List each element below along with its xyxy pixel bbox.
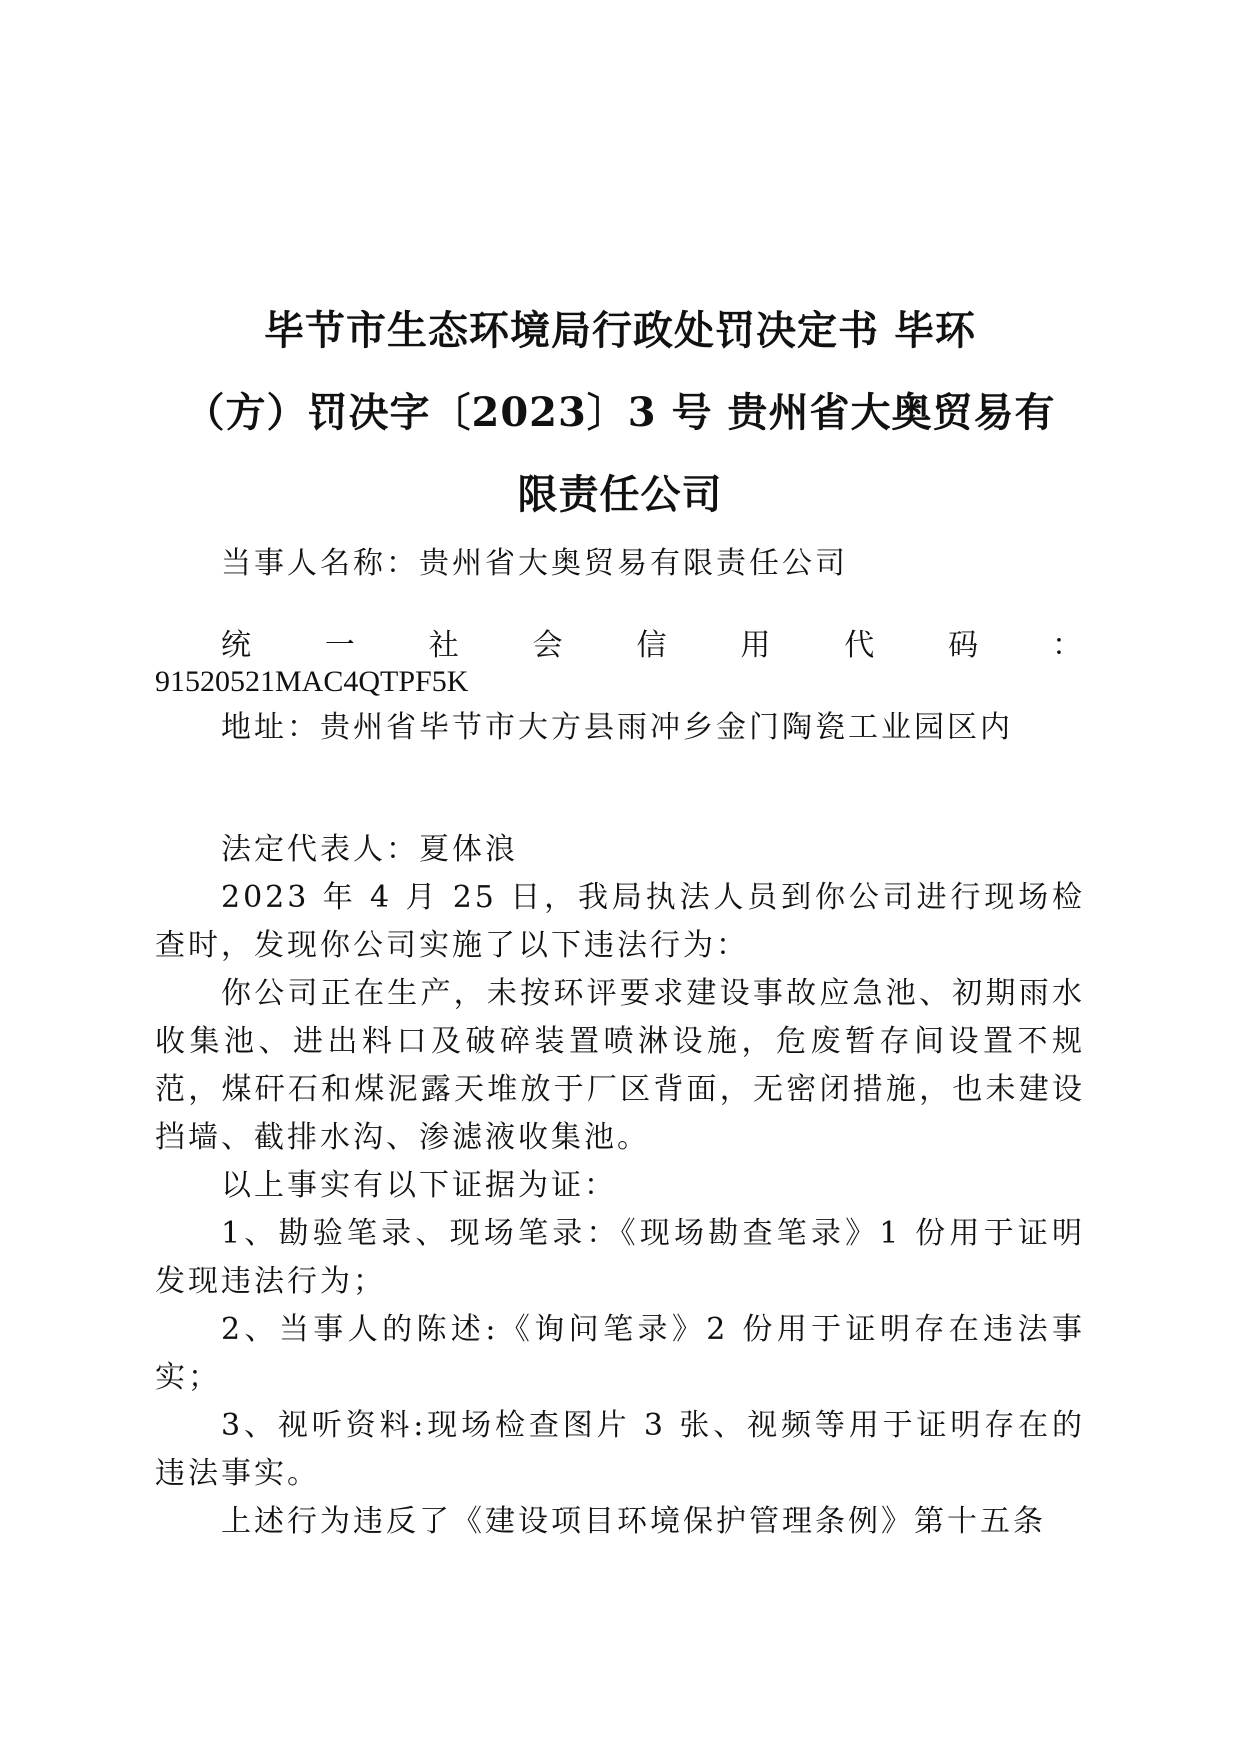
credit-code-label [155,628,1085,664]
credit-code-char: 社 [428,628,462,663]
credit-code-block [155,628,1085,700]
paragraph-legal-basis: 上述行为违反了《建设项目环境保护管理条例》第十五条 [221,1504,1046,1539]
title-line-2: （方）罚决字〔2023〕3 号 贵州省大奥贸易有 [184,389,1056,436]
title-line-1: 毕节市生态环境局行政处罚决定书 毕环 [264,307,976,354]
paragraph-evidence-2: 2、当事人的陈述:《询问笔录》2 份用于证明存在违法事实； [155,1312,1085,1395]
credit-code-char: 码 [948,628,982,663]
document-title [150,290,1090,536]
paragraph-evidence-intro: 以上事实有以下证据为证： [221,1168,617,1203]
credit-code-value: 91520521MAC4QTPF5K [155,665,469,698]
credit-code-char: 统 [221,628,254,663]
legal-representative: 法定代表人：夏体浪 [221,832,518,867]
paragraph-violations: 你公司正在生产，未按环评要求建设事故应急池、初期雨水收集池、进出料口及破碎装置喷淋设施，危废暂存间设置不规范，煤矸石和煤泥露天堆放于厂区背面，无密闭措施，也未建设挡墙、截排水沟、渗滤液收集池。 [155,976,1085,1155]
credit-code-char: 会 [532,628,566,663]
credit-code-char: 一 [324,628,358,663]
party-block [155,540,1085,588]
credit-code-char: ： [1052,628,1085,663]
title-line-3: 限责任公司 [517,471,723,518]
party-name: 当事人名称：贵州省大奥贸易有限责任公司 [221,546,848,581]
paragraph-inspection: 2023 年 4 月 25 日，我局执法人员到你公司进行现场检查时，发现你公司实施了以下违法行为： [155,880,1085,963]
credit-code-char: 用 [740,628,774,663]
credit-code-char: 信 [636,628,670,663]
paragraph-evidence-1: 1、勘验笔录、现场笔录：《现场勘查笔录》1 份用于证明发现违法行为； [155,1216,1085,1299]
address-block [155,704,1085,752]
address: 地址：贵州省毕节市大方县雨冲乡金门陶瓷工业园区内 [221,710,1013,745]
main-body [155,826,1085,1546]
paragraph-evidence-3: 3、视听资料:现场检查图片 3 张、视频等用于证明存在的违法事实。 [155,1408,1085,1491]
credit-code-char: 代 [844,628,878,663]
